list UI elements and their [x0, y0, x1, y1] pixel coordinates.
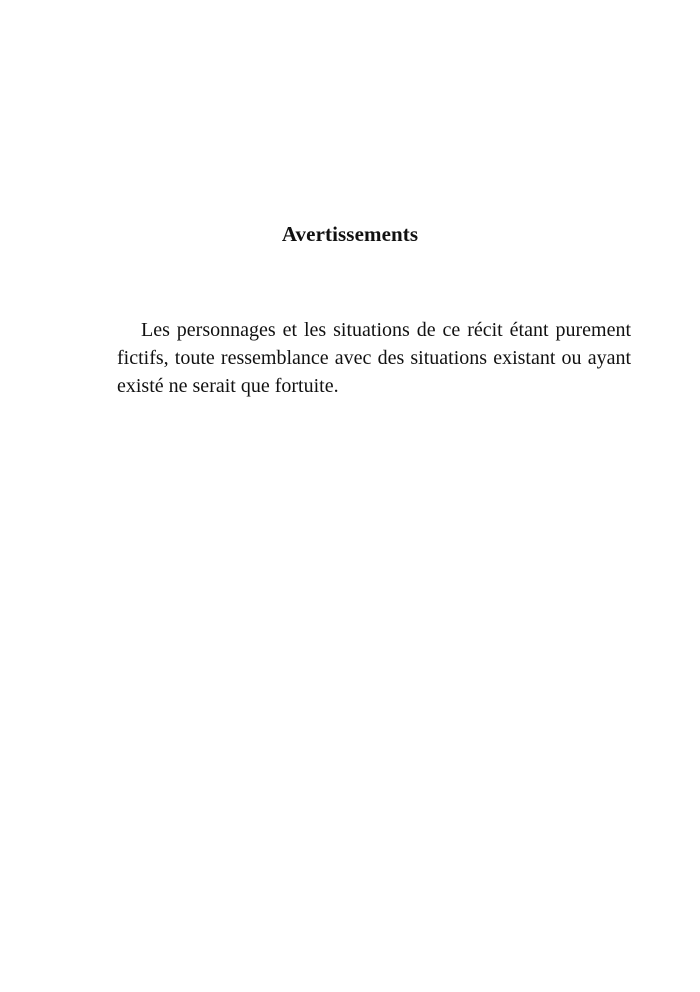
page-title: Avertissements — [281, 222, 419, 247]
disclaimer-paragraph: Les personnages et les situations de ce récit étant purement fictifs, toute ressemblance avec des situations existant ou ayant existé ne serait que fortuite. — [117, 319, 631, 397]
